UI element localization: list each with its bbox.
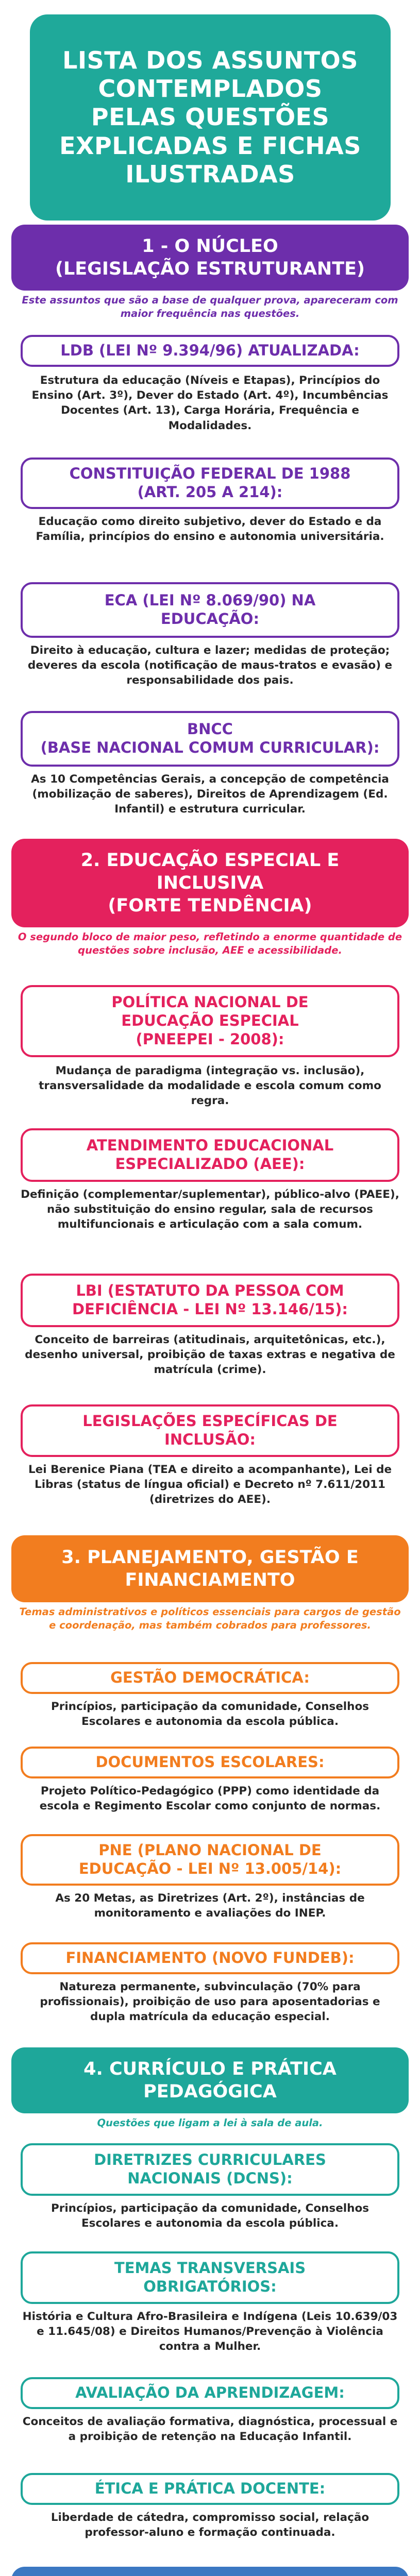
item-legislacoes-inclusao	[21, 1404, 399, 1457]
item-fundeb-desc: Natureza permanente, subvinculação (70% para profissionais), proibição de uso para aposentadorias e dupla matrícula da educação especial.	[40, 1980, 380, 2024]
item-aee-desc: Definição (complementar/suplementar), público-alvo (PAEE), não substituição do ensino regular, sala de recursos multifuncionais e articulação com a sala comum.	[21, 1188, 399, 1231]
section-5-header	[11, 2567, 409, 2576]
item-lbi-desc: Conceito de barreiras (atitudinais, arquitetônicas, etc.), desenho universal, proibição de taxas extras e negativa de matrícula (crime).	[25, 1333, 395, 1377]
item-documentos-escolares	[21, 1747, 399, 1778]
item-pneepei	[21, 985, 399, 1057]
item-gestao-democratica	[21, 1662, 399, 1694]
item-documentos-escolares-desc: Projeto Político-Pedagógico (PPP) como identidade da escola e Regimento Escolar como conjunto de normas.	[39, 1785, 381, 1813]
section-4-header	[11, 2047, 409, 2113]
page-title: LISTA DOS ASSUNTOS CONTEMPLADOS PELAS QUESTÕES EXPLICADAS E FICHAS ILUSTRADAS	[59, 46, 361, 188]
section-2-title: 2. EDUCAÇÃO ESPECIAL E INCLUSIVA (FORTE TENDÊNCIA)	[80, 850, 340, 917]
item-eca	[21, 582, 399, 638]
item-pne-desc: As 20 Metas, as Diretrizes (Art. 2º), instâncias de monitoramento e avaliações do INEP.	[55, 1892, 365, 1920]
item-pne-title: PNE (PLANO NACIONAL DE EDUCAÇÃO - LEI Nº 13.005/14):	[78, 1841, 342, 1877]
item-legislacoes-inclusao-desc: Lei Berenice Piana (TEA e direito a acompanhante), Lei de Libras (status de língua oficial) e Decreto nº 7.611/2011 (diretrizes do AEE).	[28, 1463, 392, 1506]
item-avaliacao-desc: Conceitos de avaliação formativa, diagnóstica, processual e a proibição de retenção na Educação Infantil.	[22, 2415, 398, 2444]
item-constituicao	[21, 457, 399, 509]
item-dcns-title: DIRETRIZES CURRICULARES NACIONAIS (DCNS):	[94, 2151, 326, 2187]
item-eca-desc: Direito à educação, cultura e lazer; medidas de proteção; deveres da escola (notificação de maus-tratos e evasão) e responsabilidade dos pais.	[27, 644, 393, 687]
item-documentos-escolares-title: DOCUMENTOS ESCOLARES:	[95, 1753, 325, 1771]
item-constituicao-desc: Educação como direito subjetivo, dever do Estado e da Família, princípios do ensino e autonomia universitária.	[36, 515, 384, 544]
item-lbi	[21, 1274, 399, 1327]
section-4-subtitle: Questões que ligam a lei à sala de aula.	[97, 2117, 323, 2129]
item-bncc	[21, 711, 399, 767]
item-temas-transversais-title: TEMAS TRANSVERSAIS OBRIGATÓRIOS:	[114, 2259, 306, 2295]
section-1-subtitle: Este assuntos que são a base de qualquer prova, apareceram com maior frequência nas questões.	[22, 294, 398, 320]
item-etica	[21, 2473, 399, 2505]
section-3-header	[11, 1535, 409, 1602]
item-etica-desc: Liberdade de cátedra, compromisso social, relação professor-aluno e formação continuada.	[51, 2511, 369, 2539]
title-banner	[30, 14, 391, 221]
item-pneepei-desc: Mudança de paradigma (integração vs. inclusão), transversalidade da modalidade e escola comum como regra.	[39, 1064, 381, 1108]
item-gestao-democratica-title: GESTÃO DEMOCRÁTICA:	[110, 1669, 310, 1687]
item-etica-title: ÉTICA E PRÁTICA DOCENTE:	[94, 2480, 326, 2498]
item-pneepei-title: POLÍTICA NACIONAL DE EDUCAÇÃO ESPECIAL (PNEEPEI - 2008):	[111, 993, 309, 1048]
item-temas-transversais	[21, 2251, 399, 2304]
section-2-header	[11, 839, 409, 927]
section-1-header	[11, 225, 409, 291]
item-constituicao-title: CONSTITUIÇÃO FEDERAL DE 1988 (ART. 205 A 214):	[69, 465, 351, 501]
item-avaliacao	[21, 2377, 399, 2409]
item-dcns	[21, 2143, 399, 2196]
item-temas-transversais-desc: História e Cultura Afro-Brasileira e Indígena (Leis 10.639/03 e 11.645/08) e Direitos Humanos/Prevenção à Violência contra a Mulher.	[22, 2310, 398, 2353]
item-dcns-desc: Princípios, participação da comunidade, Conselhos Escolares e autonomia da escola pública.	[51, 2202, 369, 2230]
section-4-title: 4. CURRÍCULO E PRÁTICA PEDAGÓGICA	[83, 2058, 337, 2102]
section-3-title: 3. PLANEJAMENTO, GESTÃO E FINANCIAMENTO	[61, 1547, 359, 1590]
item-bncc-title: BNCC (BASE NACIONAL COMUM CURRICULAR):	[40, 720, 380, 756]
item-legislacoes-inclusao-title: LEGISLAÇÕES ESPECÍFICAS DE INCLUSÃO:	[82, 1412, 338, 1448]
item-aee	[21, 1128, 399, 1182]
item-ldb	[21, 335, 399, 367]
item-avaliacao-title: AVALIAÇÃO DA APRENDIZAGEM:	[75, 2384, 345, 2402]
section-1-title: 1 - O NÚCLEO (LEGISLAÇÃO ESTRUTURANTE)	[55, 235, 365, 279]
item-gestao-democratica-desc: Princípios, participação da comunidade, Conselhos Escolares e autonomia da escola pública.	[51, 1700, 369, 1728]
item-ldb-desc: Estrutura da educação (Níveis e Etapas), Princípios do Ensino (Art. 3º), Dever do Estado (Art. 4º), Incumbências Docentes (Art. 13), Carga Horária, Frequência e Modalidades.	[31, 374, 389, 432]
item-fundeb	[21, 1942, 399, 1974]
item-bncc-desc: As 10 Competências Gerais, a concepção de competência (mobilização de saberes), Direitos de Aprendizagem (Ed. Infantil) e estrutura curricular.	[31, 773, 389, 816]
item-fundeb-title: FINANCIAMENTO (NOVO FUNDEB):	[65, 1949, 355, 1967]
item-lbi-title: LBI (ESTATUTO DA PESSOA COM DEFICIÊNCIA - LEI Nº 13.146/15):	[72, 1282, 348, 1318]
item-aee-title: ATENDIMENTO EDUCACIONAL ESPECIALIZADO (AEE):	[86, 1137, 334, 1173]
item-ldb-title: LDB (LEI Nº 9.394/96) ATUALIZADA:	[60, 342, 360, 360]
item-pne	[21, 1834, 399, 1886]
section-2-subtitle: O segundo bloco de maior peso, refletindo a enorme quantidade de questões sobre inclusão, AEE e acessibilidade.	[18, 931, 402, 957]
section-3-subtitle: Temas administrativos e políticos essenciais para cargos de gestão e coordenação, mas também cobrados para professores.	[19, 1606, 401, 1632]
item-eca-title: ECA (LEI Nº 8.069/90) NA EDUCAÇÃO:	[104, 591, 316, 628]
